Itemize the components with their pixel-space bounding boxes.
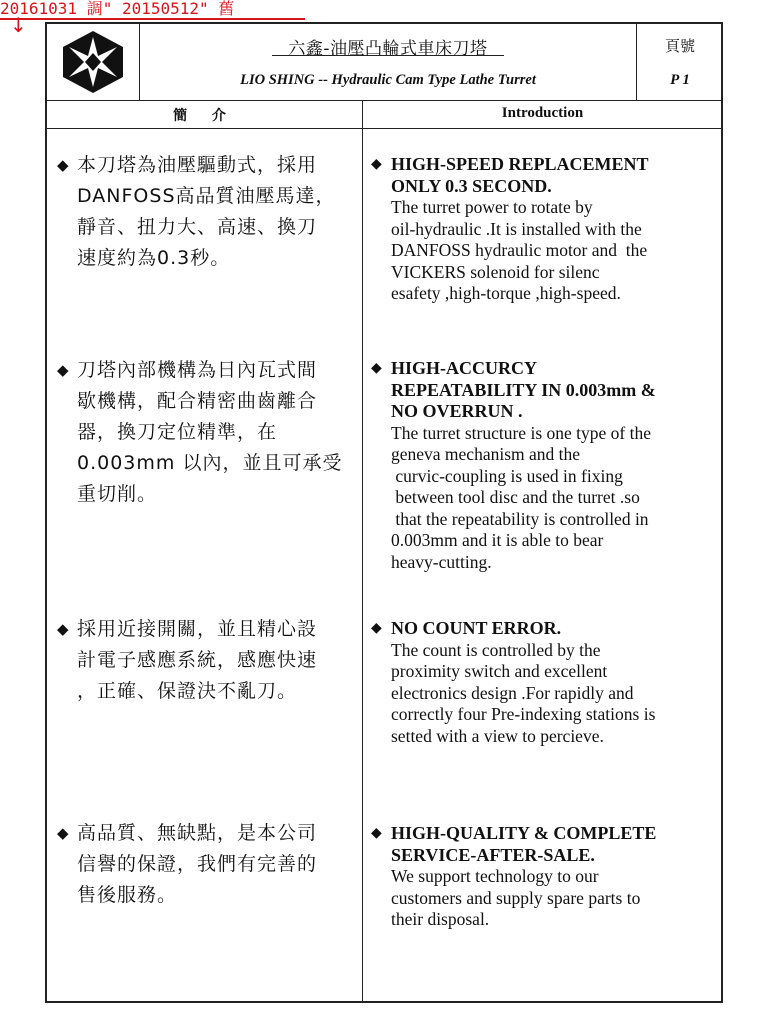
- diamond-bullet-icon: ◆: [371, 620, 382, 636]
- en-body-line: proximity switch and excellent: [391, 661, 608, 681]
- zh-line: 器，換刀定位精準，在: [77, 421, 278, 443]
- en-paragraph-4: [371, 823, 717, 931]
- zh-paragraph-2: [57, 355, 357, 510]
- zh-line: 計電子感應系統，感應快速: [77, 649, 318, 671]
- header-divider: [47, 100, 721, 101]
- en-body-line: setted with a view to percieve.: [391, 725, 604, 746]
- en-body-line: We support technology to our: [391, 866, 599, 886]
- column-header-english: Introduction: [501, 105, 584, 121]
- zh-line: 0.003mm 以內，並且可承受: [77, 452, 343, 474]
- en-body-line: esafety ,high-torque ,high-speed.: [391, 283, 621, 303]
- zh-line: ，正確、保證決不亂刀。: [77, 680, 298, 702]
- diamond-bullet-icon: ◆: [57, 824, 69, 842]
- en-body-line: electronics design .For rapidly and: [391, 682, 634, 703]
- en-body-line: correctly four Pre-indexing stations is: [391, 704, 656, 724]
- star-burst-logo-icon: [57, 29, 129, 95]
- diamond-bullet-icon: ◆: [371, 360, 382, 376]
- en-paragraph-2: [371, 358, 717, 573]
- zh-line: 歇機構，配合精密曲齒離合: [77, 390, 318, 412]
- zh-line: 重切削。: [77, 483, 158, 505]
- en-body-line: that the repeatability is controlled in: [391, 508, 649, 529]
- en-body-line: customers and supply spare parts to: [391, 887, 641, 908]
- en-heading-line: NO COUNT ERROR.: [391, 618, 562, 638]
- en-body-line: 0.003mm and it is able to bear: [391, 530, 604, 550]
- en-paragraph-1: [371, 154, 717, 305]
- zh-paragraph-4: [57, 818, 357, 911]
- zh-line: 速度約為0.3秒。: [77, 247, 231, 269]
- title-chinese: 六鑫-油壓凸輪式車床刀塔: [288, 39, 488, 59]
- page-cell: [636, 24, 723, 100]
- title-cell: [140, 24, 636, 100]
- zh-line: 刀塔內部機構為日內瓦式間: [77, 359, 318, 381]
- page-number: P 1: [670, 72, 690, 88]
- zh-line: 高品質、無缺點，是本公司: [77, 822, 318, 844]
- column-header-divider: [47, 128, 721, 129]
- en-body-line: their disposal.: [391, 909, 490, 929]
- title-english: LIO SHING -- Hydraulic Cam Type Lathe Turret: [240, 72, 536, 88]
- revision-stamp: 20161031 調" 20150512" 舊: [0, 0, 305, 20]
- en-body-line: The turret structure is one type of the: [391, 422, 651, 443]
- en-heading-line: HIGH-QUALITY & COMPLETE: [391, 823, 657, 843]
- en-body-line: curvic-coupling is used in fixing: [391, 465, 623, 486]
- en-body-line: The count is controlled by the: [391, 639, 601, 660]
- zh-line: 採用近接開關，並且精心設: [77, 618, 318, 640]
- diamond-bullet-icon: ◆: [57, 620, 69, 638]
- logo-cell: [47, 24, 140, 100]
- zh-line: 本刀塔為油壓驅動式，採用: [77, 154, 318, 176]
- page-label: 頁號: [664, 37, 695, 55]
- zh-paragraph-3: [57, 614, 357, 707]
- column-header-chinese: 簡 介: [173, 108, 236, 124]
- zh-line: DANFOSS高品質油壓馬達，: [77, 185, 336, 207]
- down-arrow-icon: ↓: [10, 13, 27, 37]
- zh-line: 售後服務。: [77, 884, 178, 906]
- en-heading-line: HIGH-ACCURCY: [391, 358, 537, 378]
- zh-line: 信譽的保證，我們有完善的: [77, 853, 318, 875]
- en-body-line: heavy-cutting.: [391, 551, 492, 572]
- en-body-line: The turret power to rotate by: [391, 197, 593, 217]
- zh-line: 靜音、扭力大、高速、換刀: [77, 216, 318, 238]
- diamond-bullet-icon: ◆: [57, 361, 69, 379]
- diamond-bullet-icon: ◆: [57, 156, 69, 174]
- en-body-line: geneva mechanism and the: [391, 444, 581, 464]
- en-heading-line: REPEATABILITY IN 0.003mm &: [391, 379, 656, 400]
- diamond-bullet-icon: ◆: [371, 156, 382, 172]
- column-divider: [362, 100, 363, 1001]
- zh-paragraph-1: [57, 150, 357, 274]
- document-sheet: [45, 22, 723, 1003]
- en-body-line: oil-hydraulic .It is installed with the: [391, 218, 642, 239]
- title-underline: [272, 55, 504, 56]
- en-heading-line: NO OVERRUN .: [391, 401, 523, 421]
- en-heading-line: HIGH-SPEED REPLACEMENT: [391, 154, 649, 174]
- en-paragraph-3: [371, 618, 717, 747]
- en-body-line: between tool disc and the turret .so: [391, 487, 640, 507]
- diamond-bullet-icon: ◆: [371, 825, 382, 841]
- en-body-line: VICKERS solenoid for silenc: [391, 261, 600, 282]
- en-heading-line: SERVICE-AFTER-SALE.: [391, 844, 595, 865]
- en-body-line: DANFOSS hydraulic motor and the: [391, 240, 648, 260]
- en-heading-line: ONLY 0.3 SECOND.: [391, 175, 552, 196]
